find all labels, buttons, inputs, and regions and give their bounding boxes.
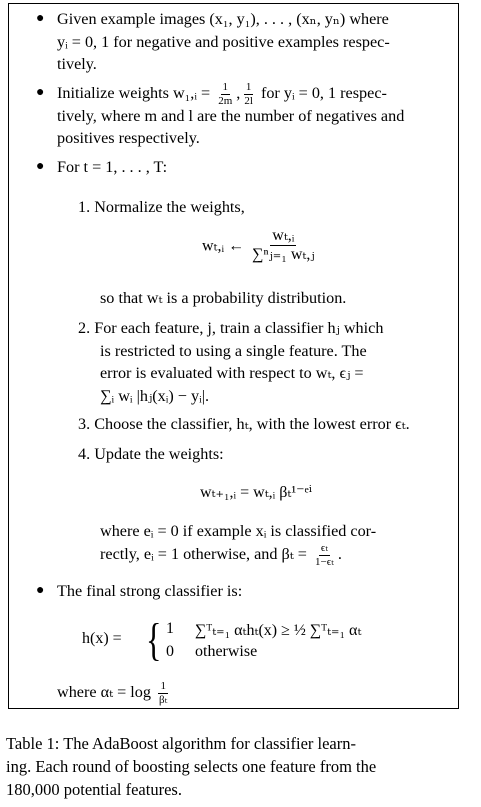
init-weights-text-2: for yᵢ = 0, 1 respec-: [256, 84, 387, 103]
bullet-3-line-1: For t = 1, . . . , T:: [57, 158, 168, 176]
bullet-2-line-3: positives respectively.: [57, 129, 200, 147]
bullet-2-line-2: tively, where m and l are the number of negatives and: [57, 107, 405, 125]
beta-fraction: [313, 543, 336, 568]
beta-text: rectly, eᵢ = 1 otherwise, and βₜ =: [100, 545, 311, 564]
left-brace: {: [146, 614, 162, 665]
alpha-fraction: [157, 681, 169, 706]
step-2-line-4: ∑ᵢ wᵢ |hⱼ(xᵢ) − yᵢ|.: [100, 387, 210, 405]
step-2-line-3: error is evaluated with respect to wₜ, ϵⱼ =: [100, 364, 364, 382]
separator: ,: [236, 84, 241, 103]
table-caption-line-2: ing. Each round of boosting selects one feature from the: [6, 757, 377, 776]
alpha-definition: [57, 681, 171, 706]
case-2-condition: otherwise: [195, 643, 258, 660]
step-1-after: so that wₜ is a probability distribution.: [100, 289, 347, 307]
bullet-1-line-3: tively.: [57, 55, 97, 73]
fraction-1-over-2l: [242, 82, 255, 107]
bullet-4-line-1: The final strong classifier is:: [57, 582, 243, 600]
alpha-text: where αₜ = log: [57, 683, 156, 702]
bullet-marker: ●: [36, 159, 45, 174]
case-2-value: 0: [166, 643, 174, 660]
step-4-label: 4. Update the weights:: [78, 445, 224, 463]
case-1-condition: ∑ᵀₜ₌₁ αₜhₜ(x) ≥ ½ ∑ᵀₜ₌₁ αₜ: [195, 622, 362, 639]
bullet-marker: ●: [36, 85, 45, 100]
frac-num: 1: [222, 81, 229, 93]
frac-num: ϵₜ: [320, 542, 328, 554]
bullet-1-line-2: yᵢ = 0, 1 for negative and positive examples respec-: [57, 33, 390, 51]
frac-den: 2l: [244, 94, 253, 107]
step-2-line-1: 2. For each feature, j, train a classifier hⱼ which: [78, 319, 384, 337]
init-weights-text: Initialize weights w₁,ᵢ =: [57, 84, 215, 103]
table-caption-line-1: Table 1: The AdaBoost algorithm for classifier learn-: [6, 734, 356, 753]
step-2-line-2: is restricted to using a single feature. The: [100, 342, 367, 360]
equation-lhs: wₜ,ᵢ ←: [202, 237, 245, 255]
frac-den: 2m: [218, 94, 233, 107]
normalize-fraction: [250, 228, 316, 263]
frac-den: βₜ: [159, 693, 168, 706]
step-1-label: 1. Normalize the weights,: [78, 198, 245, 216]
step-3-line-1: 3. Choose the classifier, hₜ, with the lowest error ϵₜ.: [78, 415, 410, 433]
case-1-value: 1: [166, 620, 174, 637]
step-4-where-2: [100, 543, 342, 568]
bullet-marker: ●: [36, 11, 45, 26]
bullet-1-line-1: Given example images (x₁, y₁), . . . , (xₙ, yₙ) where: [57, 10, 389, 28]
period: .: [337, 545, 342, 564]
frac-den: ∑ⁿⱼ₌₁ wₜ,ⱼ: [252, 245, 315, 263]
bullet-marker: ●: [36, 583, 45, 598]
table-caption-line-3: 180,000 potential features.: [6, 780, 182, 799]
frac-den: 1−ϵₜ: [314, 555, 334, 568]
normalize-equation: [202, 228, 319, 263]
bullet-2-line-1: [57, 82, 387, 107]
frac-num: 1: [160, 680, 166, 692]
classifier-lhs: h(x) =: [82, 630, 122, 647]
step-4-where-1: where eᵢ = 0 if example xᵢ is classified cor-: [100, 522, 377, 540]
frac-num: wₜ,ᵢ: [272, 227, 295, 244]
frac-num: 1: [245, 81, 252, 93]
update-equation: wₜ₊₁,ᵢ = wₜ,ᵢ βₜ¹⁻ᵉⁱ: [200, 484, 312, 501]
fraction-1-over-2m: [216, 82, 234, 107]
